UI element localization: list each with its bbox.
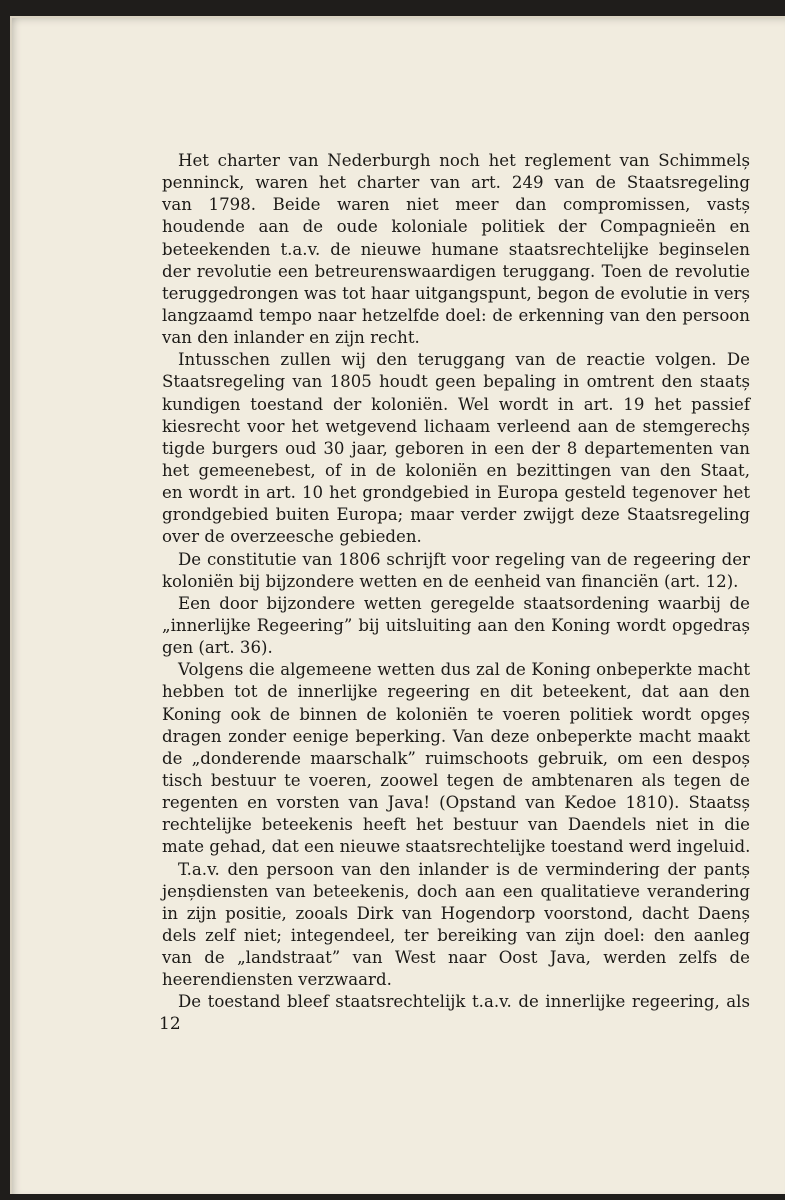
text-line: mate gehad, dat een nieuwe staatsrechtelijke toestand werd ingeluid. bbox=[162, 837, 751, 857]
text-line: dragen zonder eenige beperking. Van deze onbeperkte macht maakt bbox=[162, 726, 750, 746]
text-line: rechtelijke beteekenis heeft het bestuur van Daendels niet in die bbox=[162, 815, 750, 835]
text-line: T.a.v. den persoon van den inlander is de vermindering der pantș bbox=[178, 859, 750, 879]
text-line: langzaamd tempo naar hetzelfde doel: de erkenning van den persoon bbox=[162, 305, 750, 325]
text-line: kiesrecht voor het wetgevend lichaam verleend aan de stemgerechș bbox=[162, 416, 750, 436]
text-line: Een door bijzondere wetten geregelde staatsordening waarbij de bbox=[178, 593, 750, 613]
text-line: Koning ook de binnen de koloniën te voeren politiek wordt opgeș bbox=[162, 704, 750, 724]
text-line: hebben tot de innerlijke regeering en dit beteekent, dat aan den bbox=[162, 682, 750, 702]
page-number: 12 bbox=[159, 1014, 181, 1034]
text-line: Volgens die algemeene wetten dus zal de Koning onbeperkte macht bbox=[178, 660, 750, 680]
text-line: beteekenden t.a.v. de nieuwe humane staatsrechtelijke beginselen bbox=[162, 239, 750, 259]
body-text bbox=[162, 150, 750, 1013]
text-line: gen (art. 36). bbox=[162, 638, 273, 658]
text-line: van den inlander en zijn recht. bbox=[162, 328, 420, 348]
text-line: de „donderende maarschalk” ruimschoots gebruik, om een despoș bbox=[162, 748, 750, 768]
text-line: van de „landstraat” van West naar Oost Java, werden zelfs de bbox=[162, 948, 750, 968]
text-line: De toestand bleef staatsrechtelijk t.a.v. de innerlijke regeering, als bbox=[178, 992, 750, 1012]
text-line: regenten en vorsten van Java! (Opstand van Kedoe 1810). Staatsș bbox=[162, 793, 750, 813]
text-line: dels zelf niet; integendeel, ter bereiking van zijn doel: den aanleg bbox=[162, 925, 750, 945]
text-line: in zijn positie, zooals Dirk van Hogendorp voorstond, dacht Daenș bbox=[162, 903, 750, 923]
text-line: houdende aan de oude koloniale politiek der Compagnieën en bbox=[162, 217, 750, 237]
text-line: Intusschen zullen wij den teruggang van de reactie volgen. De bbox=[178, 350, 750, 370]
text-line: teruggedrongen was tot haar uitgangspunt, begon de evolutie in verș bbox=[162, 283, 750, 303]
text-line: van 1798. Beide waren niet meer dan compromissen, vastș bbox=[162, 195, 750, 215]
text-line: jenșdiensten van beteekenis, doch aan een qualitatieve verandering bbox=[162, 881, 750, 901]
book-page bbox=[10, 16, 785, 1194]
text-line: het gemeenebest, of in de koloniën en bezittingen van den Staat, bbox=[162, 460, 750, 480]
text-line: koloniën bij bijzondere wetten en de eenheid van financiën (art. 12). bbox=[162, 571, 739, 591]
text-line: tigde burgers oud 30 jaar, geboren in een der 8 departementen van bbox=[162, 438, 750, 458]
text-line: kundigen toestand der koloniën. Wel wordt in art. 19 het passief bbox=[162, 394, 750, 414]
text-line: Staatsregeling van 1805 houdt geen bepaling in omtrent den staatș bbox=[162, 372, 750, 392]
text-line: en wordt in art. 10 het grondgebied in Europa gesteld tegenover het bbox=[162, 483, 750, 503]
text-line: Het charter van Nederburgh noch het reglement van Schimmelș bbox=[178, 151, 750, 170]
text-line: tisch bestuur te voeren, zoowel tegen de ambtenaren als tegen de bbox=[162, 770, 750, 790]
text-line: der revolutie een betreurenswaardigen teruggang. Toen de revolutie bbox=[162, 261, 750, 281]
text-line: „innerlijke Regeering” bij uitsluiting aan den Koning wordt opgedraș bbox=[162, 615, 750, 635]
text-line: grondgebied buiten Europa; maar verder zwijgt deze Staatsregeling bbox=[162, 505, 750, 525]
text-line: De constitutie van 1806 schrijft voor regeling van de regeering der bbox=[178, 549, 750, 569]
text-line: over de overzeesche gebieden. bbox=[162, 527, 422, 547]
text-line: penninck, waren het charter van art. 249 van de Staatsregeling bbox=[162, 173, 750, 193]
text-line: heerendiensten verzwaard. bbox=[162, 970, 392, 990]
